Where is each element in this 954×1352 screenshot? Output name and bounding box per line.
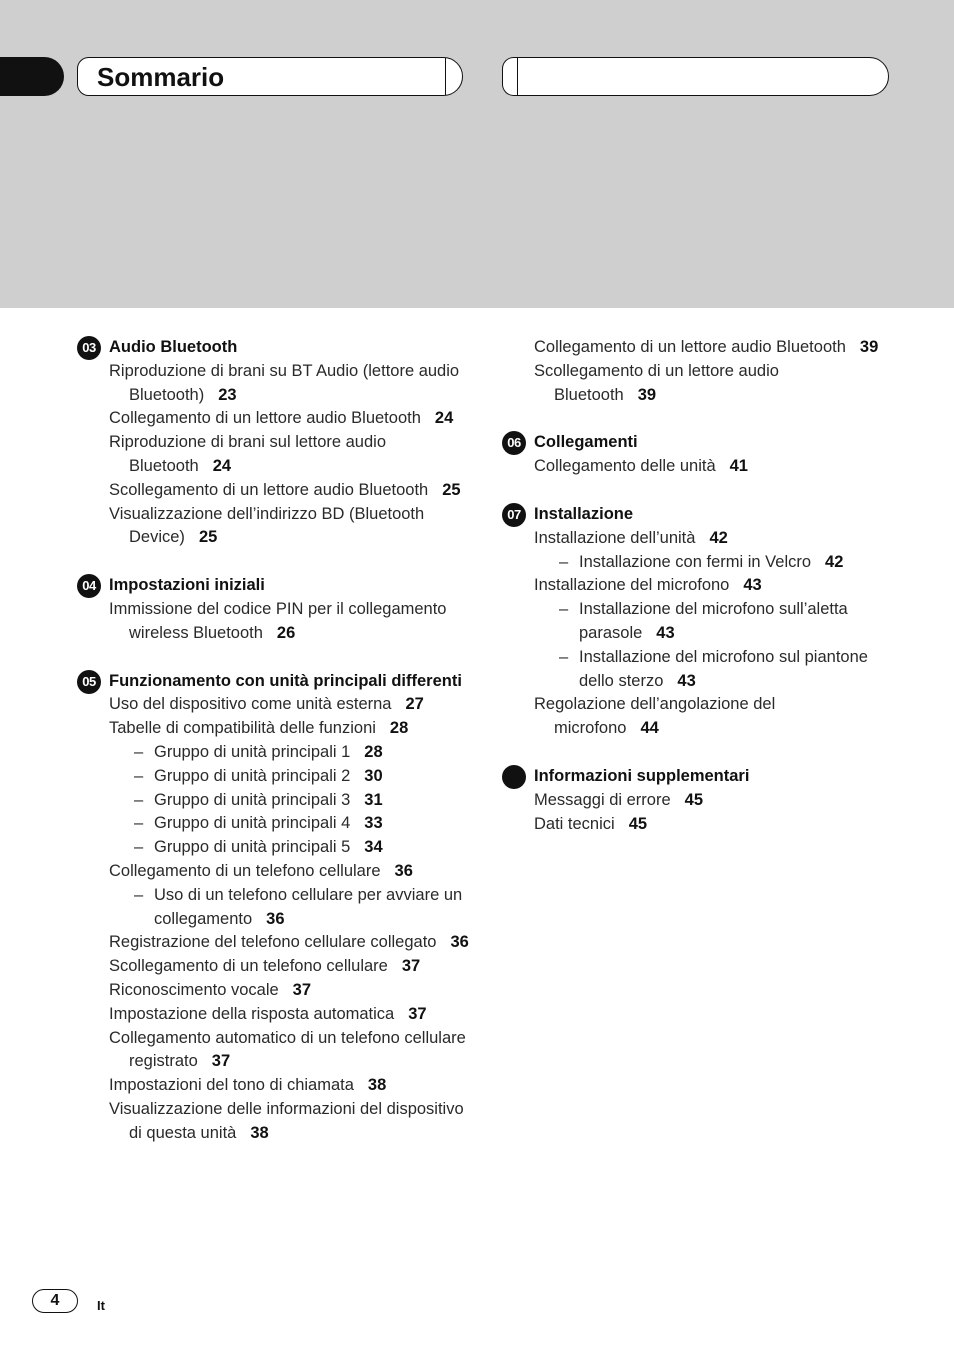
entry-text: Installazione dell’unità [534, 528, 696, 547]
entry-text: Installazione del microfono sull’aletta parasole [579, 600, 848, 642]
toc-section [82, 336, 469, 550]
entry-text: Collegamento di un lettore audio Bluetooth [534, 338, 846, 356]
entry-text: Gruppo di unità principali 5 [154, 838, 351, 857]
entry-text: Installazione con fermi in Velcro [579, 552, 812, 571]
entry-text: Dati tecnici [534, 814, 615, 833]
title-box [77, 57, 463, 96]
entry-page-number: 31 [364, 790, 383, 809]
entry-text: Installazione del microfono [534, 576, 730, 595]
toc-entry[interactable] [109, 931, 469, 955]
toc-entry[interactable] [109, 1098, 469, 1146]
entry-page-number: 25 [198, 528, 218, 547]
entry-text: Riproduzione di brani sul lettore audio Bluetooth [109, 433, 387, 475]
toc-entry[interactable] [534, 360, 884, 408]
entry-page-number: 26 [276, 623, 296, 642]
toc-subentry[interactable] [534, 646, 884, 694]
entry-text: Uso del dispositivo come unità esterna [109, 695, 392, 714]
entry-text: Scollegamento di un telefono cellulare [109, 957, 388, 976]
toc-right-column [507, 336, 884, 860]
toc-subentry[interactable] [534, 598, 884, 646]
toc-entry[interactable] [109, 360, 469, 408]
toc-section [534, 765, 884, 836]
toc-entry[interactable] [534, 336, 884, 360]
dash-bullet: – [134, 766, 144, 785]
dash-bullet: – [559, 600, 569, 619]
entry-text: Collegamento automatico di un telefono cellulare registrato [109, 1028, 466, 1071]
entry-page-number: 37 [401, 957, 421, 976]
toc-subentry[interactable] [109, 765, 469, 789]
entry-page-number: 36 [394, 861, 413, 880]
entry-text: Registrazione del telefono cellulare collegato [109, 933, 437, 952]
toc-section [507, 503, 884, 741]
section-heading[interactable] [507, 431, 884, 455]
entry-page-number: 37 [408, 1004, 427, 1023]
toc-entry[interactable] [109, 955, 469, 979]
entry-text: Messaggi di errore [534, 790, 671, 809]
section-title: Installazione [534, 504, 634, 523]
entry-page-number: 42 [825, 552, 844, 571]
section-number-badge: 03 [77, 336, 101, 360]
toc-subentry[interactable] [109, 884, 469, 932]
entry-text: Impostazioni del tono di chiamata [109, 1076, 354, 1095]
entry-page-number: 41 [729, 457, 748, 476]
section-heading[interactable] [534, 765, 884, 789]
section-title: Funzionamento con unità principali differenti [109, 671, 462, 690]
toc-section [534, 336, 884, 407]
entry-page-number: 42 [709, 528, 728, 547]
toc-entry[interactable] [109, 407, 469, 431]
section-number-badge: 06 [502, 431, 526, 455]
entry-text: Collegamento delle unità [534, 457, 716, 476]
toc-entry[interactable] [109, 1003, 469, 1027]
toc-entry[interactable] [109, 717, 469, 741]
toc-entry[interactable] [534, 527, 884, 551]
entry-page-number: 38 [367, 1076, 387, 1095]
entry-page-number: 28 [364, 742, 383, 761]
entry-page-number: 45 [628, 814, 648, 833]
entry-page-number: 33 [364, 814, 383, 833]
toc-subentry[interactable] [109, 741, 469, 765]
entry-page-number: 37 [211, 1052, 231, 1071]
section-number-badge: 04 [77, 574, 101, 598]
entry-text: Gruppo di unità principali 2 [154, 766, 351, 785]
page-title: Sommario [97, 62, 225, 92]
toc-subentry[interactable] [534, 551, 884, 575]
entry-page-number: 34 [364, 838, 383, 857]
entry-page-number: 37 [292, 980, 312, 999]
section-heading[interactable] [82, 336, 469, 360]
toc-entry[interactable] [109, 979, 469, 1003]
toc-left-column [82, 336, 469, 1170]
entry-page-number: 43 [743, 576, 762, 595]
entry-page-number: 39 [859, 338, 879, 356]
toc-subentry[interactable] [109, 812, 469, 836]
entry-text: Scollegamento di un lettore audio Bluetooth [534, 361, 779, 404]
toc-entry[interactable] [109, 479, 469, 503]
dash-bullet: – [559, 647, 569, 666]
entry-text: Scollegamento di un lettore audio Bluetooth [109, 480, 429, 499]
entry-text: Regolazione dell’angolazione del microfono [534, 695, 776, 738]
page-number: 4 [32, 1289, 78, 1313]
entry-text: Immissione del codice PIN per il collegamento wireless Bluetooth [109, 599, 447, 642]
section-title: Collegamenti [534, 433, 638, 452]
entry-page-number: 27 [405, 695, 424, 714]
entry-page-number: 38 [250, 1123, 269, 1142]
entry-page-number: 24 [212, 456, 232, 475]
section-heading[interactable] [82, 670, 469, 694]
entry-page-number: 39 [637, 385, 657, 404]
toc-entry[interactable] [109, 1074, 469, 1098]
toc-entry[interactable] [534, 693, 884, 741]
toc-subentry[interactable] [109, 789, 469, 813]
entry-text: Visualizzazione delle informazioni del dispositivo di questa unità [109, 1099, 464, 1142]
toc-entry[interactable] [534, 574, 884, 598]
toc-section [507, 431, 884, 479]
toc-entry[interactable] [109, 693, 469, 717]
dash-bullet: – [134, 885, 144, 904]
entry-page-number: 45 [684, 790, 703, 809]
section-heading[interactable] [507, 503, 884, 527]
section-title: Impostazioni iniziali [109, 576, 265, 595]
toc-section [82, 574, 469, 645]
toc-entry[interactable] [534, 789, 884, 813]
entry-page-number: 44 [640, 719, 659, 738]
entry-text: Tabelle di compatibilità delle funzioni [109, 719, 376, 738]
entry-page-number: 43 [677, 671, 696, 690]
entry-text: Collegamento di un telefono cellulare [109, 861, 381, 880]
dash-bullet: – [134, 814, 144, 833]
chapter-box [502, 57, 889, 96]
entry-text: Visualizzazione dell’indirizzo BD (Bluetooth Device) [109, 504, 425, 547]
toc-entry[interactable] [534, 455, 884, 479]
toc-section [82, 670, 469, 1146]
section-heading[interactable] [82, 574, 469, 598]
toc-subentry[interactable] [109, 836, 469, 860]
section-number-badge: 07 [502, 503, 526, 527]
entry-page-number: 36 [266, 909, 285, 928]
language-code: It [97, 1298, 105, 1313]
entry-text: Riconoscimento vocale [109, 980, 279, 999]
section-number-badge: 05 [77, 670, 101, 694]
entry-page-number: 36 [450, 933, 469, 952]
toc-entry[interactable] [109, 860, 469, 884]
entry-page-number: 25 [442, 480, 461, 499]
section-number-badge [502, 765, 526, 789]
toc-entry[interactable] [534, 813, 884, 837]
entry-page-number: 28 [389, 719, 409, 738]
entry-text: Gruppo di unità principali 4 [154, 814, 351, 833]
toc-entry[interactable] [109, 1027, 469, 1075]
entry-text: Gruppo di unità principali 1 [154, 742, 351, 761]
entry-page-number: 30 [364, 766, 383, 785]
entry-text: Installazione del microfono sul piantone dello sterzo [579, 647, 868, 690]
entry-text: Collegamento di un lettore audio Bluetooth [109, 409, 421, 428]
entry-text: Gruppo di unità principali 3 [154, 790, 351, 809]
entry-text: Riproduzione di brani su BT Audio (lettore audio Bluetooth) [109, 361, 460, 404]
toc-entry[interactable] [109, 503, 469, 551]
toc-entry[interactable] [109, 431, 469, 479]
title-box-divider [445, 58, 446, 95]
header-band [0, 0, 954, 308]
section-title: Audio Bluetooth [109, 338, 238, 356]
dash-bullet: – [134, 838, 144, 857]
entry-text: Uso di un telefono cellulare per avviare un collegamento [154, 885, 463, 928]
entry-page-number: 23 [218, 385, 237, 404]
dash-bullet: – [134, 742, 144, 761]
entry-text: Impostazione della risposta automatica [109, 1004, 395, 1023]
dash-bullet: – [559, 552, 569, 571]
entry-page-number: 24 [434, 409, 454, 428]
dash-bullet: – [134, 790, 144, 809]
entry-page-number: 43 [656, 623, 675, 642]
section-tab [0, 57, 64, 96]
toc-entry[interactable] [109, 598, 469, 646]
section-title: Informazioni supplementari [534, 766, 750, 785]
chapter-box-divider [517, 58, 518, 95]
